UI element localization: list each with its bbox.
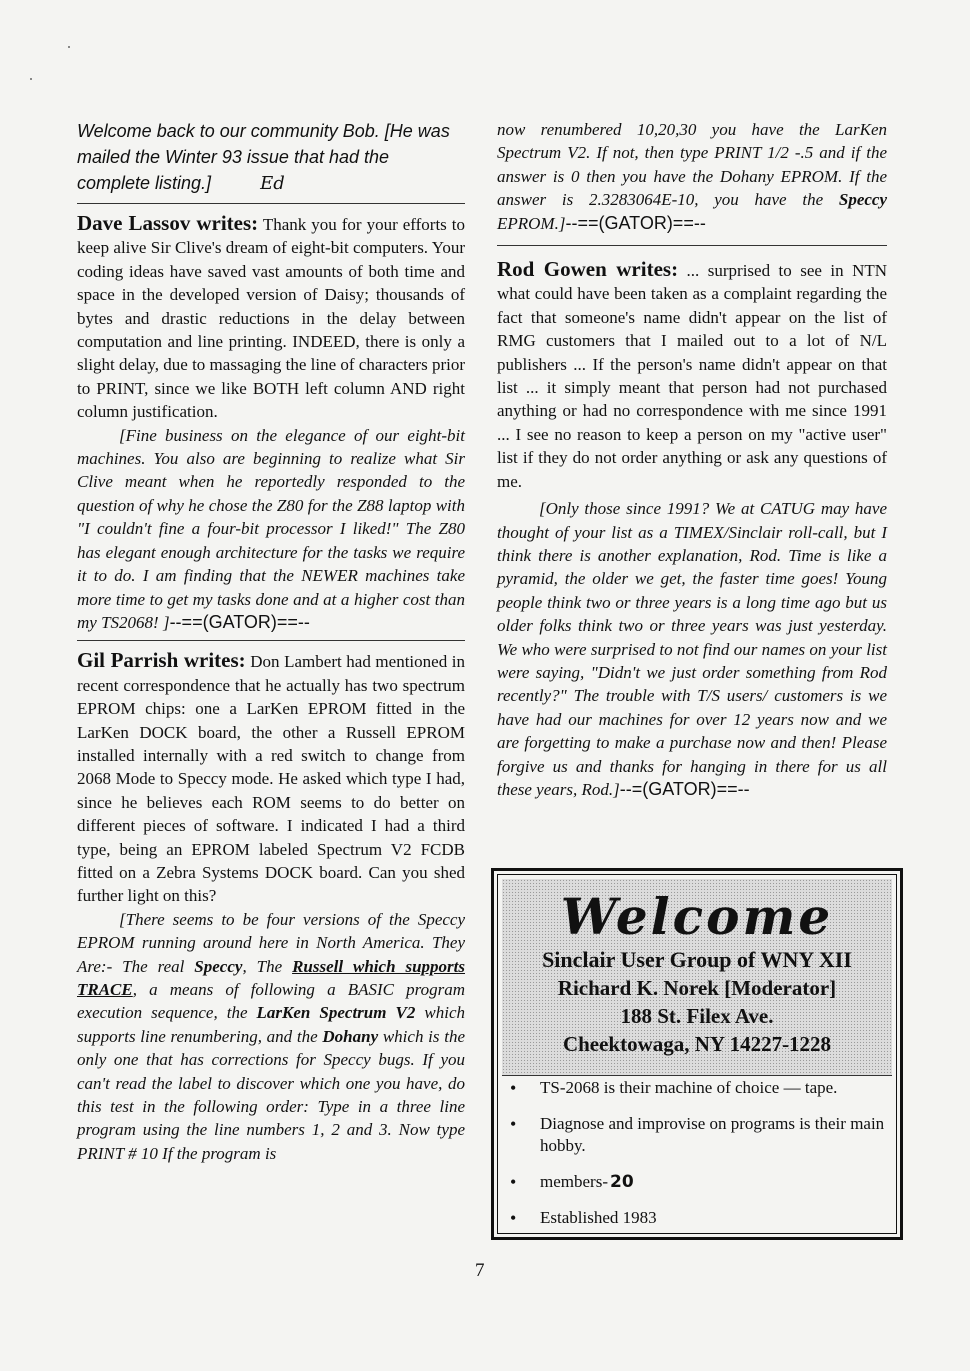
reply-text: which is the only one that has corrections for Speccy bugs. If you can't read the label to discover which one you have, do this test in the following order: Type in a three line program using the line numbers 1, 2 and 3. Now type PRINT # 10 If the program is xyxy=(77,1026,466,1163)
list-item: • TS-2068 is their machine of choice — tape. xyxy=(508,1077,886,1099)
gator-signature: --==(GATOR)==-- xyxy=(169,611,310,632)
lassov-body: Thank you for your efforts to keep alive Sir Clive's dream of eight-bit computers. Your coding ideas have saved vast amounts of both time and space in the developed version of Daisy; thousands of bytes and drastic reductions in the delay between computation and line printing. INDEED, there is only a slight delay, due to massaging the line of characters prior to PRINT, since we like BOTH left column AND right column justification. xyxy=(77,215,465,422)
club-facts xyxy=(508,1077,886,1243)
speccy-term: Speccy xyxy=(838,190,887,210)
right-column xyxy=(497,118,887,801)
parrish-reply xyxy=(77,908,465,1165)
street-address: 188 St. Filex Ave. xyxy=(620,1004,774,1028)
welcome-heading: Welcome xyxy=(560,887,834,946)
parrish-name: Gil Parrish writes: xyxy=(77,648,246,673)
larken-term: LarKen Spectrum V2 xyxy=(256,1003,416,1023)
list-item: • Diagnose and improvise on programs is their main hobby. xyxy=(508,1113,886,1157)
reply-text: EPROM.] xyxy=(497,213,566,233)
city-address: Cheektowaga, NY 14227-1228 xyxy=(562,1032,832,1056)
left-column xyxy=(77,118,465,1165)
page-number: 7 xyxy=(475,1260,485,1281)
lassov-name: Dave Lassov writes: xyxy=(77,211,259,235)
divider xyxy=(77,203,465,204)
list-item: • Established 1983 xyxy=(508,1207,886,1229)
gowen-body: ... surprised to see in NTN what could have been taken as a complaint regarding the fact that someone's name didn't appear on the list of RMG customers that I mailed out to a lot of N/L publishers ... If the person's name didn't appear on that list ... it simply meant that person had not purchased anything or had no correspondence with me since 1991 ... I see no reason to keep a person on my "active user" list if they do not order anything or ask any questions of me. xyxy=(497,261,888,491)
group-name: Sinclair User Group of WNY XII xyxy=(542,947,852,972)
welcome-note-text: Welcome back to our community Bob. [He was mailed the Winter 93 issue that had the complete listing.] xyxy=(77,121,450,193)
reply-text: [There seems to be four versions of the Speccy EPROM running around here in North America. They Are:- The real xyxy=(77,909,465,976)
russell-term: Russell which supports TRACE xyxy=(77,956,465,999)
divider xyxy=(497,245,887,246)
parrish-letter xyxy=(77,649,465,907)
dohany-term: Dohany xyxy=(322,1026,379,1046)
members-count: 20 xyxy=(609,1172,634,1192)
list-item xyxy=(508,1171,886,1193)
divider xyxy=(77,640,465,641)
moderator: Richard K. Norek [Moderator] xyxy=(557,976,837,1000)
welcome-header xyxy=(502,879,892,1076)
lassov-letter xyxy=(77,212,465,424)
gowen-reply-text: [Only those since 1991? We at CATUG may have thought of your list as a TIMEX/Sinclair roll-call, but I think there is another explanation, Rod. Time is like a pyramid, the older we get, the faster time goes! Young people think two or three years is a long time ago but us older folks think two or three years was just yesterday. We who were surprised to not find our names on your list were saying, "Didn't we just order something from Rod recently?" The trouble with T/S users/ customers is we have had our machines for over 12 years now and we are forgetting to make a purchase now and then! Please forgive us and thanks for hanging in there for us all these years, Rod.] xyxy=(497,499,887,799)
parrish-reply-continued xyxy=(497,118,887,235)
speccy-term: Speccy xyxy=(194,956,243,976)
welcome-note xyxy=(77,118,465,197)
reply-text: now renumbered 10,20,30 you have the LarKen Spectrum V2. If not, then type PRINT 1/2 -.5 and if the answer is 0 then you have the Dohany EPROM. If the answer is 2.3283064E-10, you have the xyxy=(497,120,887,210)
gowen-letter xyxy=(497,258,887,493)
members-label: members- xyxy=(540,1172,608,1191)
gator-signature: --=(GATOR)==-- xyxy=(619,778,750,799)
gowen-reply xyxy=(497,497,887,801)
parrish-body: Don Lambert had mentioned in recent correspondence that he actually has two spectrum EPROM chips: one a LarKen EPROM fitted in the LarKen DOCK board, the other a Russell EPROM installed internally with a red switch to change from 2068 Mode to Speccy mode. He asked which type I had, since he believes each ROM seems to do better on different pieces of software. I indicated I had a third type, being an EPROM labeled Spectrum V2 FCDB fitted on a Zebra Systems DOCK board. Can you shed further light on this? xyxy=(77,652,466,906)
gowen-name: Rod Gowen writes: xyxy=(497,257,679,282)
lassov-reply xyxy=(77,424,465,635)
reply-text: which supports line renumbering, and the xyxy=(77,1003,465,1046)
reply-text: , a means of following a BASIC program execution sequence, the xyxy=(77,980,465,1023)
reply-text: , The xyxy=(242,956,293,976)
editor-signature: Ed xyxy=(260,173,285,194)
lassov-reply-text: [Fine business on the elegance of our eight-bit machines. You also are beginning to realize what Sir Clive meant when he reportedly responded to the question of why he chose the Z80 for the Z88 laptop with "I couldn't fine a four-bit processor I liked!" The Z80 has elegant enough architecture for the tasks we require it to do. I am finding that the NEWER machines take more time to get my tasks done and at a higher cost than my TS2068! ] xyxy=(77,425,465,632)
gator-signature: --==(GATOR)==-- xyxy=(565,212,706,233)
welcome-box xyxy=(491,868,903,1240)
